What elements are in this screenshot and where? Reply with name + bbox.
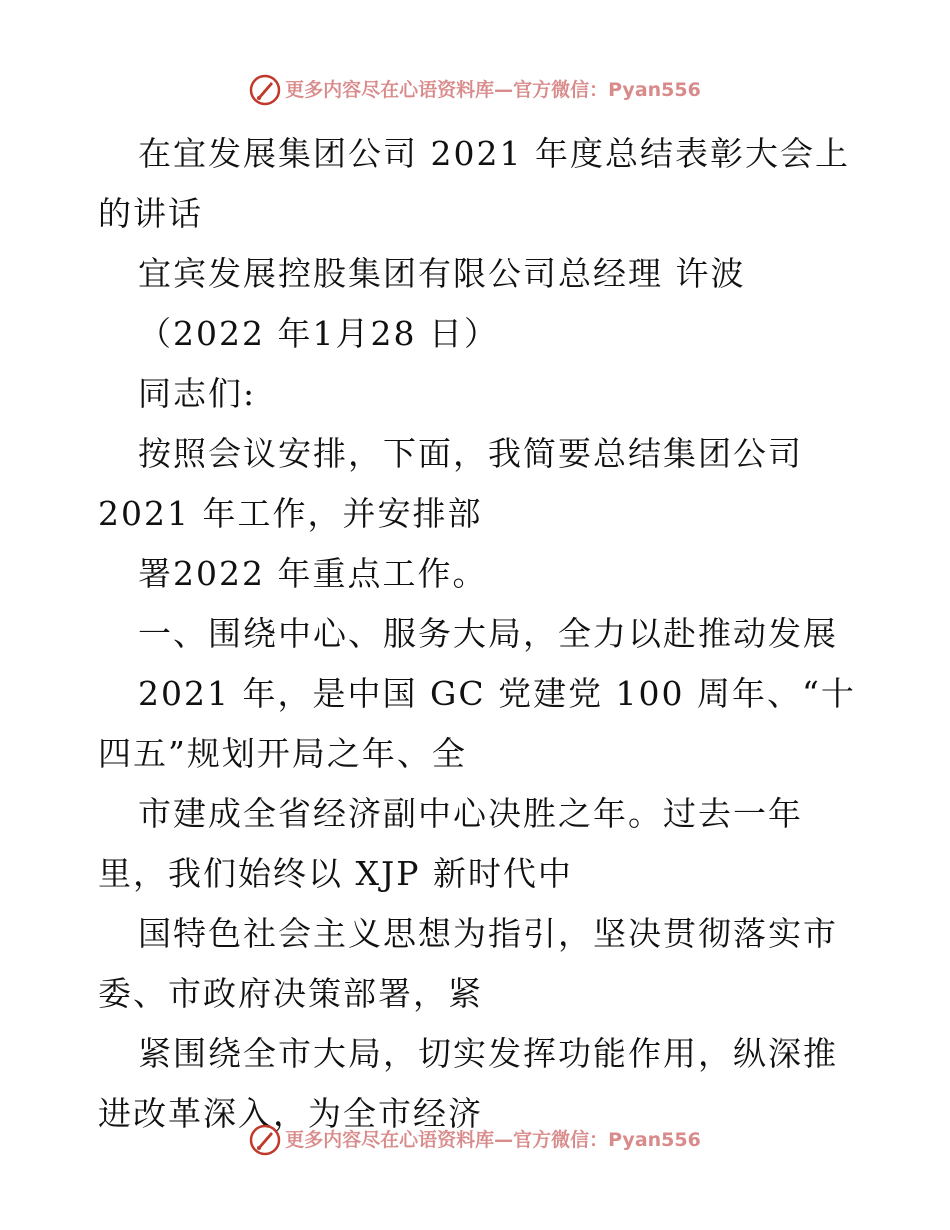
date-line: （2022 年1月28 日） <box>138 314 499 353</box>
body-paragraph: 2021 年，是中国 GC 党建党 100 周年、“十四五”规划开局之年、全 <box>98 674 856 773</box>
watermark-header <box>0 74 950 106</box>
body-paragraph: 2021 年工作，并安排部 <box>98 494 483 533</box>
watermark-text: 更多内容尽在心语资料库—官方微信：Pyan556 <box>285 1129 701 1151</box>
speaker-line: 宜宾发展控股集团有限公司总经理 许波 <box>138 254 746 293</box>
quill-logo-icon <box>249 74 281 106</box>
document-body <box>98 124 858 1144</box>
speech-title: 在宜发展集团公司 2021 年度总结表彰大会上的讲话 <box>98 134 850 233</box>
watermark-text: 更多内容尽在心语资料库—官方微信：Pyan556 <box>285 79 701 101</box>
body-paragraph: 按照会议安排，下面，我简要总结集团公司 <box>138 434 803 473</box>
body-paragraph: 市建成全省经济副中心决胜之年。过去一年里，我们始终以 XJP 新时代中 <box>98 794 803 893</box>
watermark-footer <box>0 1124 950 1156</box>
quill-logo-icon <box>249 1124 281 1156</box>
body-paragraph: 紧围绕全市大局，切实发挥功能作用，纵深推进改革深入，为全市经济 <box>98 1034 838 1133</box>
section-heading: 一、围绕中心、服务大局，全力以赴推动发展 <box>138 614 838 653</box>
body-paragraph: 署2022 年重点工作。 <box>138 554 488 593</box>
salutation: 同志们: <box>138 374 257 413</box>
body-paragraph: 国特色社会主义思想为指引，坚决贯彻落实市委、市政府决策部署，紧 <box>98 914 838 1013</box>
